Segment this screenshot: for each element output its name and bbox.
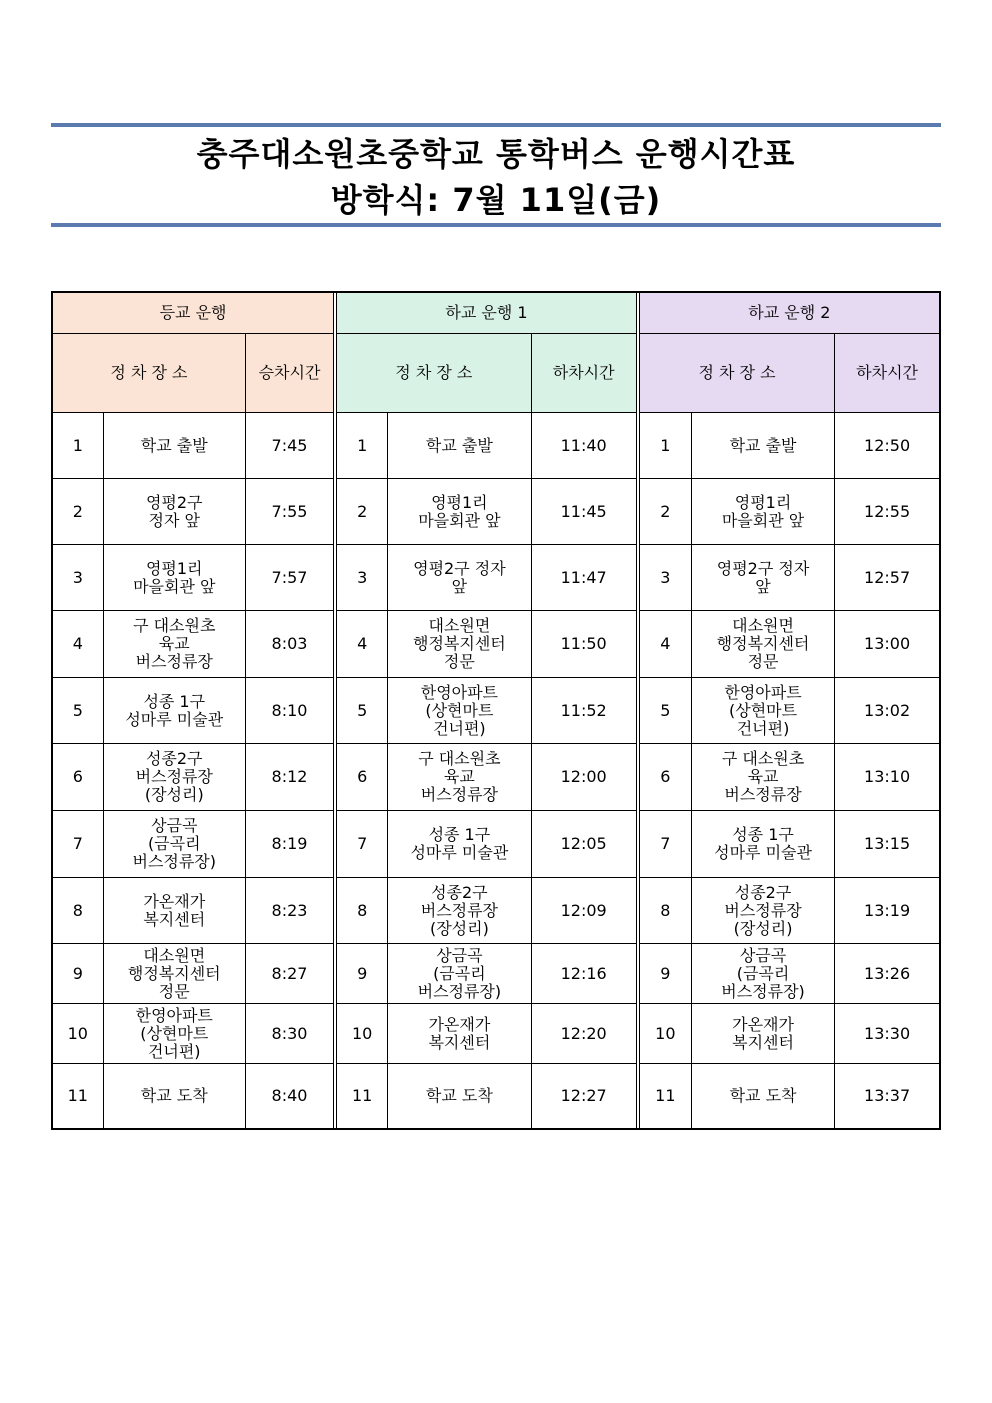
stop-name: 가온재가 복지센터 xyxy=(691,1004,834,1064)
group-header-row xyxy=(52,292,940,334)
stop-name: 대소원면 행정복지센터 정문 xyxy=(691,611,834,678)
stop-name: 성종2구 버스정류장 (장성리) xyxy=(388,878,531,944)
stop-number: 1 xyxy=(52,413,103,479)
table-row xyxy=(52,811,940,878)
stop-time: 8:40 xyxy=(245,1064,333,1129)
stop-number: 6 xyxy=(639,744,691,811)
stop-time: 11:45 xyxy=(531,479,636,545)
stop-number: 5 xyxy=(639,678,691,744)
stop-name: 영평2구 정자 앞 xyxy=(691,545,834,611)
table-row xyxy=(52,611,940,678)
table-row xyxy=(52,479,940,545)
stop-name: 한영아파트 (상현마트 건너편) xyxy=(103,1004,245,1064)
stop-number: 7 xyxy=(337,811,388,878)
stop-number: 5 xyxy=(337,678,388,744)
title-line-1: 충주대소원초중학교 통학버스 운행시간표 xyxy=(196,135,796,173)
stop-number: 3 xyxy=(639,545,691,611)
time-header-morning: 승차시간 xyxy=(245,334,333,413)
stop-number: 2 xyxy=(639,479,691,545)
stop-time: 13:26 xyxy=(835,944,940,1004)
stop-time: 12:20 xyxy=(531,1004,636,1064)
stop-name: 학교 도착 xyxy=(103,1064,245,1129)
stop-time: 8:23 xyxy=(245,878,333,944)
stop-time: 12:00 xyxy=(531,744,636,811)
stop-number: 9 xyxy=(52,944,103,1004)
stop-time: 8:10 xyxy=(245,678,333,744)
stop-number: 9 xyxy=(639,944,691,1004)
stop-time: 13:15 xyxy=(835,811,940,878)
stop-name: 대소원면 행정복지센터 정문 xyxy=(103,944,245,1004)
stop-time: 12:09 xyxy=(531,878,636,944)
stop-number: 6 xyxy=(337,744,388,811)
stop-name: 성종 1구 성마루 미술관 xyxy=(388,811,531,878)
stop-time: 11:47 xyxy=(531,545,636,611)
stop-header-afternoon-2: 정 차 장 소 xyxy=(639,334,834,413)
stop-name: 상금곡 (금곡리 버스정류장) xyxy=(388,944,531,1004)
stop-header-morning: 정 차 장 소 xyxy=(52,334,245,413)
stop-time: 8:03 xyxy=(245,611,333,678)
stop-time: 7:45 xyxy=(245,413,333,479)
stop-name: 상금곡 (금곡리 버스정류장) xyxy=(691,944,834,1004)
document-title xyxy=(51,123,941,227)
stop-number: 8 xyxy=(337,878,388,944)
stop-time: 12:16 xyxy=(531,944,636,1004)
stop-name: 구 대소원초 육교 버스정류장 xyxy=(388,744,531,811)
stop-time: 13:30 xyxy=(835,1004,940,1064)
stop-name: 영평1리 마을회관 앞 xyxy=(388,479,531,545)
table-row xyxy=(52,678,940,744)
stop-time: 12:05 xyxy=(531,811,636,878)
table-row xyxy=(52,744,940,811)
table-row xyxy=(52,1004,940,1064)
stop-name: 학교 출발 xyxy=(691,413,834,479)
stop-time: 12:27 xyxy=(531,1064,636,1129)
stop-number: 3 xyxy=(52,545,103,611)
stop-number: 3 xyxy=(337,545,388,611)
time-header-afternoon-2: 하차시간 xyxy=(835,334,940,413)
stop-number: 4 xyxy=(52,611,103,678)
title-line-2: 방학식: 7월 11일(금) xyxy=(330,181,662,219)
stop-time: 11:50 xyxy=(531,611,636,678)
section-title-morning: 등교 운행 xyxy=(52,292,334,334)
stop-number: 11 xyxy=(52,1064,103,1129)
stop-number: 8 xyxy=(52,878,103,944)
stop-number: 4 xyxy=(639,611,691,678)
stop-name: 구 대소원초 육교 버스정류장 xyxy=(691,744,834,811)
stop-time: 7:55 xyxy=(245,479,333,545)
table-row xyxy=(52,413,940,479)
stop-name: 영평2구 정자 앞 xyxy=(103,479,245,545)
stop-number: 10 xyxy=(337,1004,388,1064)
stop-name: 영평2구 정자 앞 xyxy=(388,545,531,611)
stop-number: 11 xyxy=(639,1064,691,1129)
stop-name: 성종2구 버스정류장 (장성리) xyxy=(103,744,245,811)
stop-time: 8:19 xyxy=(245,811,333,878)
stop-number: 4 xyxy=(337,611,388,678)
stop-header-afternoon-1: 정 차 장 소 xyxy=(337,334,531,413)
stop-time: 8:12 xyxy=(245,744,333,811)
stop-number: 10 xyxy=(639,1004,691,1064)
stop-name: 학교 도착 xyxy=(691,1064,834,1129)
column-header-row xyxy=(52,334,940,413)
stop-number: 2 xyxy=(337,479,388,545)
table-row xyxy=(52,878,940,944)
stop-number: 11 xyxy=(337,1064,388,1129)
stop-name: 한영아파트 (상현마트 건너편) xyxy=(691,678,834,744)
stop-time: 13:02 xyxy=(835,678,940,744)
bus-schedule-table xyxy=(51,291,941,1130)
stop-time: 12:50 xyxy=(835,413,940,479)
stop-number: 6 xyxy=(52,744,103,811)
stop-number: 9 xyxy=(337,944,388,1004)
stop-name: 가온재가 복지센터 xyxy=(103,878,245,944)
stop-time: 13:10 xyxy=(835,744,940,811)
stop-name: 대소원면 행정복지센터 정문 xyxy=(388,611,531,678)
stop-name: 학교 출발 xyxy=(388,413,531,479)
stop-time: 8:27 xyxy=(245,944,333,1004)
stop-number: 1 xyxy=(639,413,691,479)
stop-time: 13:00 xyxy=(835,611,940,678)
stop-time: 7:57 xyxy=(245,545,333,611)
stop-time: 12:57 xyxy=(835,545,940,611)
stop-time: 13:19 xyxy=(835,878,940,944)
time-header-afternoon-1: 하차시간 xyxy=(531,334,636,413)
stop-name: 영평1리 마을회관 앞 xyxy=(103,545,245,611)
stop-name: 한영아파트 (상현마트 건너편) xyxy=(388,678,531,744)
stop-name: 구 대소원초 육교 버스정류장 xyxy=(103,611,245,678)
table-row xyxy=(52,545,940,611)
stop-time: 12:55 xyxy=(835,479,940,545)
stop-number: 5 xyxy=(52,678,103,744)
stop-time: 11:40 xyxy=(531,413,636,479)
stop-name: 가온재가 복지센터 xyxy=(388,1004,531,1064)
stop-number: 7 xyxy=(52,811,103,878)
table-row xyxy=(52,944,940,1004)
stop-name: 영평1리 마을회관 앞 xyxy=(691,479,834,545)
section-title-afternoon-1: 하교 운행 1 xyxy=(337,292,637,334)
stop-number: 10 xyxy=(52,1004,103,1064)
stop-name: 학교 출발 xyxy=(103,413,245,479)
stop-time: 11:52 xyxy=(531,678,636,744)
stop-number: 1 xyxy=(337,413,388,479)
stop-time: 13:37 xyxy=(835,1064,940,1129)
stop-number: 7 xyxy=(639,811,691,878)
stop-name: 성종 1구 성마루 미술관 xyxy=(103,678,245,744)
stop-name: 성종2구 버스정류장 (장성리) xyxy=(691,878,834,944)
table-row xyxy=(52,1064,940,1129)
stop-number: 8 xyxy=(639,878,691,944)
stop-name: 상금곡 (금곡리 버스정류장) xyxy=(103,811,245,878)
section-title-afternoon-2: 하교 운행 2 xyxy=(639,292,940,334)
stop-name: 학교 도착 xyxy=(388,1064,531,1129)
stop-name: 성종 1구 성마루 미술관 xyxy=(691,811,834,878)
stop-time: 8:30 xyxy=(245,1004,333,1064)
stop-number: 2 xyxy=(52,479,103,545)
